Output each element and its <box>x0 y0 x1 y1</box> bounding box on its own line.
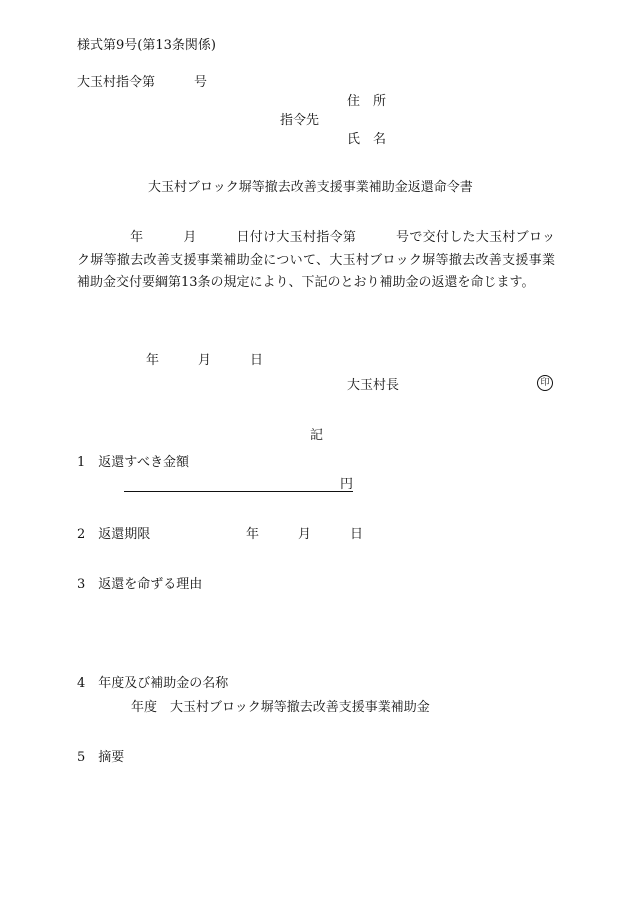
deadline-date: 年 月 日 <box>246 527 364 542</box>
amount-blank-line <box>124 491 353 492</box>
issuer-title: 大玉村長 <box>347 378 400 393</box>
item-3-label: 3 返還を命ずる理由 <box>77 577 203 592</box>
seal-mark: 印 <box>537 375 553 391</box>
name-label: 氏 名 <box>347 132 387 147</box>
amount-unit: 円 <box>340 477 354 492</box>
item-4-label: 4 年度及び補助金の名称 <box>77 676 229 691</box>
document-title: 大玉村ブロック塀等撤去改善支援事業補助金返還命令書 <box>148 180 473 195</box>
address-label: 住 所 <box>347 94 387 109</box>
ki-heading: 記 <box>310 428 324 443</box>
item-1-label: 1 返還すべき金額 <box>77 455 190 470</box>
document-body: 年 月 日付け大玉村指令第 号で交付した大玉村ブロック塀等撤去改善支援事業補助金について、大玉村ブロック塀等撤去改善支援事業補助金交付要綱第13条の規定により、下記のとおり補助金の返還を命じます。 <box>77 230 555 290</box>
item-2-label: 2 返還期限 <box>77 527 151 542</box>
recipient-label: 指令先 <box>280 113 320 128</box>
directive-number-line: 大玉村指令第 号 <box>77 75 208 90</box>
issue-date-line: 年 月 日 <box>146 353 264 368</box>
item-5-label: 5 摘要 <box>77 750 125 765</box>
form-number-label: 様式第9号(第13条関係) <box>77 38 216 53</box>
item-4-value: 年度 大玉村ブロック塀等撤去改善支援事業補助金 <box>131 700 430 715</box>
